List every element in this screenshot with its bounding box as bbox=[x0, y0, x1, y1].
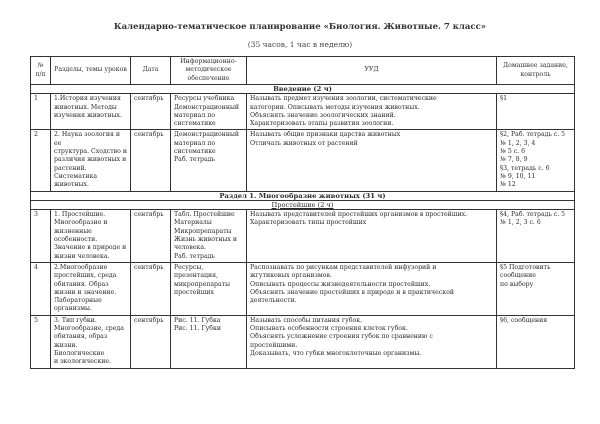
cell-topic-line: структура. Сходство и bbox=[54, 148, 127, 156]
cell-ict-line: материал по bbox=[174, 139, 216, 147]
cell-ict-line: человека. bbox=[174, 244, 207, 252]
cell-topic-line: Многообразие, среда bbox=[54, 325, 124, 333]
cell-uud-line: категории. Описывать методы изучения животных. bbox=[250, 103, 420, 111]
cell-uud-line: деятельности. bbox=[250, 297, 297, 305]
cell-date: сентябрь bbox=[131, 315, 171, 368]
header-uud: УУД bbox=[247, 57, 497, 85]
cell-topic-line: 2.Многообразие bbox=[54, 263, 108, 271]
cell-topic bbox=[51, 94, 131, 130]
table-row bbox=[31, 210, 575, 263]
cell-ict-line: материал по bbox=[174, 111, 216, 119]
cell-ict bbox=[171, 130, 247, 191]
cell-topic-line: животных. Методы bbox=[54, 103, 117, 111]
cell-uud bbox=[247, 130, 497, 191]
cell-topic bbox=[51, 315, 131, 368]
cell-topic-line: простейших, среда bbox=[54, 272, 117, 280]
cell-topic-line: изучения животных. bbox=[54, 111, 122, 119]
cell-ict-line: микропрепараты bbox=[174, 280, 231, 288]
cell-homework bbox=[497, 262, 575, 315]
cell-ict-line: Раб. тетрадь bbox=[174, 156, 215, 164]
cell-ict-line: простейших bbox=[174, 288, 214, 296]
cell-topic-line: жизни. Биологические bbox=[54, 341, 105, 357]
cell-topic-line: обитания. Образ bbox=[54, 280, 109, 288]
cell-num: 1 bbox=[31, 94, 51, 130]
cell-date: сентябрь bbox=[131, 262, 171, 315]
cell-topic-line: растений. bbox=[54, 164, 87, 172]
cell-date: сентябрь bbox=[131, 130, 171, 191]
cell-ict-line: систематике bbox=[174, 120, 216, 128]
cell-topic-line: жизни человека. bbox=[54, 252, 110, 260]
header-ict: Информационно-методическое обеспечение bbox=[171, 57, 247, 85]
cell-date: сентябрь bbox=[131, 94, 171, 130]
cell-uud-line: Называть представителей простейших организмов в простейших. bbox=[250, 211, 468, 219]
cell-ict-line: Демонстрационный bbox=[174, 103, 240, 111]
cell-topic-line: животных. bbox=[54, 181, 89, 189]
cell-homework-line: §4, Раб. тетрадь с. 5 bbox=[500, 211, 566, 219]
cell-ict-line: Демонстрационный bbox=[174, 131, 240, 139]
cell-ict-line: Жизнь животных и bbox=[174, 236, 237, 244]
cell-num: 4 bbox=[31, 262, 51, 315]
cell-date: сентябрь bbox=[131, 210, 171, 263]
cell-uud-line: Характеризовать типы простейших bbox=[250, 219, 367, 227]
cell-ict-line: Рис. 11. Губки bbox=[174, 325, 221, 333]
cell-uud bbox=[247, 315, 497, 368]
cell-ict-line: Материалы bbox=[174, 219, 212, 227]
cell-ict-line: презентация, bbox=[174, 272, 218, 280]
header-date: Дата bbox=[131, 57, 171, 85]
cell-homework-line: §1 bbox=[500, 95, 508, 103]
cell-topic bbox=[51, 130, 131, 191]
cell-uud-line: жгутиковых организмов. bbox=[250, 272, 332, 280]
cell-topic-line: Значение в природе и bbox=[54, 244, 127, 252]
document-title: Календарно-тематическое планирование «Биология. Животные. 7 класс» bbox=[113, 22, 487, 32]
cell-homework-line: по выбору bbox=[500, 280, 534, 288]
cell-homework bbox=[497, 94, 575, 130]
cell-topic bbox=[51, 210, 131, 263]
cell-topic-line: и экологические. bbox=[54, 358, 112, 366]
cell-topic-line: организмы. bbox=[54, 305, 92, 313]
section-intro-title: Введение (2 ч) bbox=[31, 85, 575, 94]
cell-homework bbox=[497, 130, 575, 191]
cell-ict-line: систематике bbox=[174, 148, 216, 156]
cell-homework-line: §6, сообщения bbox=[500, 316, 548, 324]
cell-uud-line: Описывать особенности строения клеток губок. bbox=[250, 325, 408, 333]
cell-ict-line: Ресурсы, bbox=[174, 263, 204, 271]
cell-topic-line: Систематика bbox=[54, 172, 98, 180]
cell-uud-line: Объяснять значение зоологических знаний. bbox=[250, 111, 396, 119]
cell-num: 5 bbox=[31, 315, 51, 368]
cell-uud-line: Называть общие признаки царства животных bbox=[250, 131, 401, 139]
cell-homework-line: № 12 bbox=[500, 181, 516, 189]
cell-topic-line: жизненные bbox=[54, 227, 92, 235]
cell-num: 3 bbox=[31, 210, 51, 263]
cell-ict-line: Ресурсы учебника bbox=[174, 95, 235, 103]
cell-homework-line: № 1, 2, 3 с. 6 bbox=[500, 219, 541, 227]
cell-homework-line: §3, тетрадь с. 6 bbox=[500, 164, 550, 172]
subsection-title: Простейшие (2 ч) bbox=[31, 200, 575, 209]
cell-uud-line: Отличать животных от растений bbox=[250, 139, 358, 147]
header-homework: Домашнее задание, контроль bbox=[497, 57, 575, 85]
table-row bbox=[31, 94, 575, 130]
document-subtitle: (35 часов, 1 час в неделю) bbox=[247, 40, 353, 49]
cell-homework-line: §5 Подготовить bbox=[500, 263, 551, 271]
subsection-row bbox=[31, 200, 575, 209]
cell-uud-line: простейшими. bbox=[250, 341, 298, 349]
cell-topic-line: различия животных и bbox=[54, 156, 127, 164]
header-topic: Разделы, темы уроков bbox=[51, 57, 131, 85]
cell-uud bbox=[247, 94, 497, 130]
cell-uud bbox=[247, 262, 497, 315]
cell-topic-line: 1.История изучения bbox=[54, 95, 121, 103]
cell-ict bbox=[171, 315, 247, 368]
cell-topic-line: 2. Наука зоология и ее bbox=[54, 131, 120, 147]
cell-uud-line: Доказывать, что губки многоклеточные организмы. bbox=[250, 349, 422, 357]
cell-homework-line: № 1, 2, 3, 4 bbox=[500, 139, 536, 147]
cell-homework bbox=[497, 210, 575, 263]
cell-homework bbox=[497, 315, 575, 368]
table-row bbox=[31, 130, 575, 191]
cell-topic-line: жизни и значение. bbox=[54, 288, 117, 296]
table-row bbox=[31, 262, 575, 315]
cell-homework-line: сообщение bbox=[500, 272, 536, 280]
cell-uud-line: Называть способы питания губок. bbox=[250, 316, 363, 324]
cell-uud-line: Объяснять усложнение строения губок по сравнению с bbox=[250, 333, 433, 341]
cell-uud-line: Распознавать по рисункам представителей инфузорий и bbox=[250, 263, 437, 271]
cell-homework-line: № 5 с. 6 bbox=[500, 148, 526, 156]
cell-uud-line: Называть предмет изучения зоологии, систематические bbox=[250, 95, 437, 103]
section-row bbox=[31, 85, 575, 94]
cell-ict-line: Раб. тетрадь bbox=[174, 252, 215, 260]
cell-homework-line: № 9, 10, 11 bbox=[500, 172, 536, 180]
cell-uud-line: Описывать процессы жизнедеятельности простейших. bbox=[250, 280, 431, 288]
table-header-row bbox=[31, 57, 575, 85]
cell-topic-line: особенности. bbox=[54, 236, 98, 244]
table-row bbox=[31, 315, 575, 368]
cell-topic-line: 1. Простейшие. bbox=[54, 211, 106, 219]
planning-table bbox=[30, 56, 575, 369]
section-main-title: Раздел 1. Многообразие животных (31 ч) bbox=[31, 191, 575, 200]
section-row bbox=[31, 191, 575, 200]
cell-ict-line: Рис. 11. Губка bbox=[174, 316, 221, 324]
cell-ict bbox=[171, 210, 247, 263]
cell-uud-line: Объяснять значение простейших в природе и в практической bbox=[250, 288, 454, 296]
cell-topic-line: Многообразие и bbox=[54, 219, 108, 227]
cell-ict-line: Микропрепараты bbox=[174, 227, 232, 235]
cell-ict-line: Табл. Простейшие bbox=[174, 211, 235, 219]
cell-num: 2 bbox=[31, 130, 51, 191]
cell-ict bbox=[171, 94, 247, 130]
cell-uud bbox=[247, 210, 497, 263]
cell-homework-line: № 7, 8, 9 bbox=[500, 156, 528, 164]
cell-topic-line: обитания, образ bbox=[54, 333, 108, 341]
cell-uud-line: Характеризовать этапы развития зоологии. bbox=[250, 120, 394, 128]
cell-topic bbox=[51, 262, 131, 315]
cell-topic-line: 3. Тип губки. bbox=[54, 316, 97, 324]
header-num: № п/п bbox=[31, 57, 51, 85]
cell-homework-line: §2, Раб. тетрадь с. 5 bbox=[500, 131, 566, 139]
cell-ict bbox=[171, 262, 247, 315]
cell-topic-line: Лабораторные bbox=[54, 297, 102, 305]
